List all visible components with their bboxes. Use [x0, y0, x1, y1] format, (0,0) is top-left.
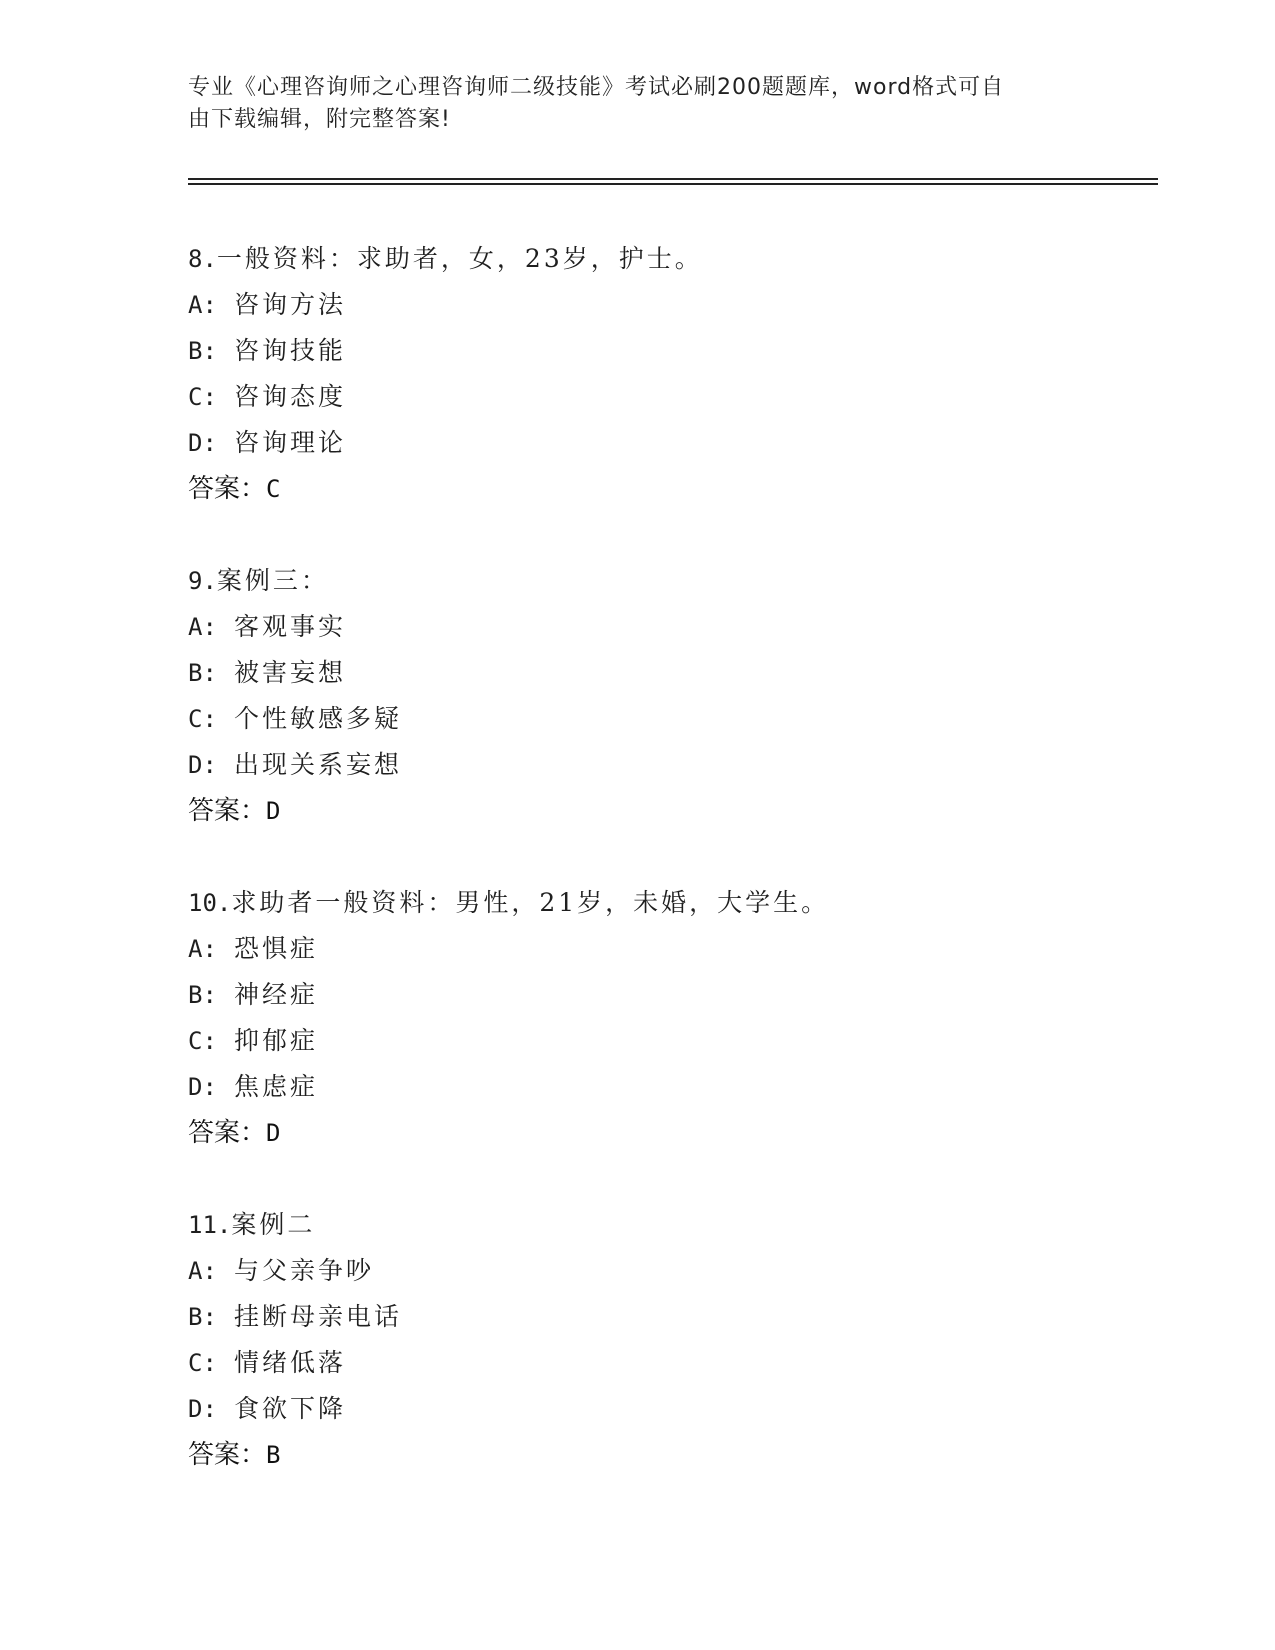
option-text: 挂断母亲电话 — [234, 1302, 403, 1331]
option-text: 个性敏感多疑 — [234, 704, 403, 733]
option-key: B: — [188, 337, 217, 365]
option-a — [188, 1248, 1148, 1294]
option-text: 被害妄想 — [234, 658, 347, 687]
question-title — [188, 880, 1148, 926]
question-item — [188, 236, 1148, 512]
option-key: D: — [188, 1395, 217, 1423]
option-text: 抑郁症 — [234, 1026, 319, 1055]
option-b — [188, 972, 1148, 1018]
option-c — [188, 696, 1148, 742]
option-a — [188, 604, 1148, 650]
option-d — [188, 420, 1148, 466]
option-key: B: — [188, 659, 217, 687]
answer-label: 答案： — [188, 474, 267, 504]
option-key: A: — [188, 935, 217, 963]
answer-line — [188, 788, 1148, 834]
option-b — [188, 328, 1148, 374]
answer-value: C — [266, 475, 281, 503]
question-number: 9. — [188, 567, 217, 595]
option-key: D: — [188, 429, 217, 457]
question-title — [188, 236, 1148, 282]
question-item — [188, 558, 1148, 834]
option-text: 食欲下降 — [234, 1394, 347, 1423]
question-text: 求助者一般资料：男性，21岁，未婚，大学生。 — [231, 888, 830, 917]
header-divider-top — [188, 178, 1158, 180]
question-title — [188, 558, 1148, 604]
option-key: C: — [188, 1349, 217, 1377]
answer-line — [188, 466, 1148, 512]
answer-value: D — [266, 797, 281, 825]
option-b — [188, 650, 1148, 696]
option-key: C: — [188, 1027, 217, 1055]
question-text: 案例二 — [231, 1210, 316, 1239]
question-number: 8. — [188, 245, 217, 273]
option-text: 咨询方法 — [234, 290, 347, 319]
option-text: 神经症 — [234, 980, 319, 1009]
option-d — [188, 742, 1148, 788]
option-b — [188, 1294, 1148, 1340]
option-text: 情绪低落 — [234, 1348, 347, 1377]
answer-label: 答案： — [188, 796, 267, 826]
option-key: B: — [188, 981, 217, 1009]
option-text: 咨询理论 — [234, 428, 347, 457]
option-a — [188, 926, 1148, 972]
option-c — [188, 374, 1148, 420]
question-text: 案例三： — [216, 566, 329, 595]
answer-label: 答案： — [188, 1440, 267, 1470]
option-key: C: — [188, 705, 217, 733]
option-key: C: — [188, 383, 217, 411]
option-key: A: — [188, 1257, 217, 1285]
option-d — [188, 1064, 1148, 1110]
option-text: 出现关系妄想 — [234, 750, 403, 779]
question-item — [188, 1202, 1148, 1478]
header-line-1: 专业《心理咨询师之心理咨询师二级技能》考试必刷200题题库，word格式可自 — [188, 75, 1005, 100]
header-divider-bottom — [188, 183, 1158, 185]
question-list — [188, 236, 1148, 1524]
option-a — [188, 282, 1148, 328]
option-key: A: — [188, 613, 217, 641]
question-number: 10. — [188, 889, 232, 917]
answer-value: B — [266, 1441, 281, 1469]
option-key: D: — [188, 751, 217, 779]
option-c — [188, 1018, 1148, 1064]
answer-value: D — [266, 1119, 281, 1147]
option-c — [188, 1340, 1148, 1386]
question-number: 11. — [188, 1211, 232, 1239]
option-text: 恐惧症 — [234, 934, 319, 963]
option-text: 与父亲争吵 — [234, 1256, 375, 1285]
option-key: D: — [188, 1073, 217, 1101]
option-key: B: — [188, 1303, 217, 1331]
option-text: 焦虑症 — [234, 1072, 319, 1101]
option-text: 咨询技能 — [234, 336, 347, 365]
answer-label: 答案： — [188, 1118, 267, 1148]
option-text: 客观事实 — [234, 612, 347, 641]
option-text: 咨询态度 — [234, 382, 347, 411]
question-item — [188, 880, 1148, 1156]
answer-line — [188, 1432, 1148, 1478]
question-text: 一般资料：求助者，女，23岁，护士。 — [216, 244, 703, 273]
option-d — [188, 1386, 1148, 1432]
answer-line — [188, 1110, 1148, 1156]
question-title — [188, 1202, 1148, 1248]
option-key: A: — [188, 291, 217, 319]
header-line-2: 由下载编辑，附完整答案! — [188, 107, 451, 132]
document-header — [188, 72, 1068, 136]
